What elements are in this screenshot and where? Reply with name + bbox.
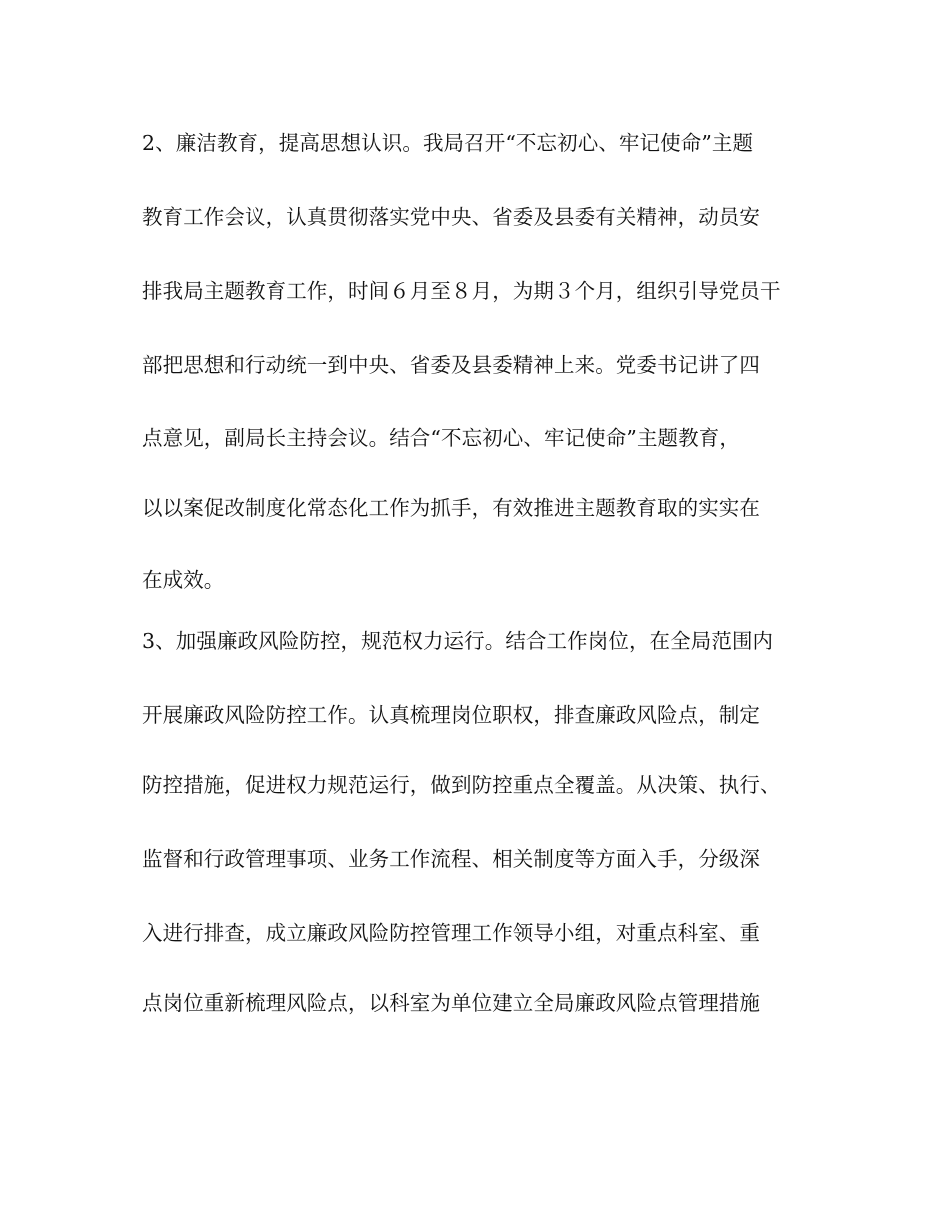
paragraph-line: 部把思想和行动统一到中央、省委及县委精神上来。党委书记讲了四 — [142, 353, 760, 377]
paragraph-line: 开展廉政风险防控工作。认真梳理岗位职权，排查廉政风险点，制定 — [142, 703, 760, 727]
paragraph-line: 教育工作会议，认真贯彻落实党中央、省委及县委有关精神，动员安 — [142, 205, 760, 229]
paragraph-line: 以以案促改制度化常态化工作为抓手，有效推进主题教育取的实实在 — [142, 496, 760, 520]
paragraph-line: 排我局主题教育工作，时间６月至８月，为期３个月，组织引导党员干 — [142, 279, 781, 303]
paragraph-line: 点意见，副局长主持会议。结合“不忘初心、牢记使命”主题教育， — [142, 426, 740, 450]
paragraph-line: 入进行排查，成立廉政风险防控管理工作领导小组，对重点科室、重 — [142, 921, 760, 945]
paragraph-line: 2、廉洁教育，提高思想认识。我局召开“不忘初心、牢记使命”主题 — [142, 131, 754, 155]
paragraph-line: 监督和行政管理事项、业务工作流程、相关制度等方面入手，分级深 — [142, 847, 760, 871]
paragraph-line: 防控措施，促进权力规范运行，做到防控重点全覆盖。从决策、执行、 — [142, 773, 781, 797]
paragraph-line: 3、加强廉政风险防控，规范权力运行。结合工作岗位，在全局范围内 — [142, 629, 774, 653]
paragraph-line: 在成效。 — [142, 568, 225, 592]
paragraph-line: 点岗位重新梳理风险点，以科室为单位建立全局廉政风险点管理措施 — [142, 991, 760, 1015]
